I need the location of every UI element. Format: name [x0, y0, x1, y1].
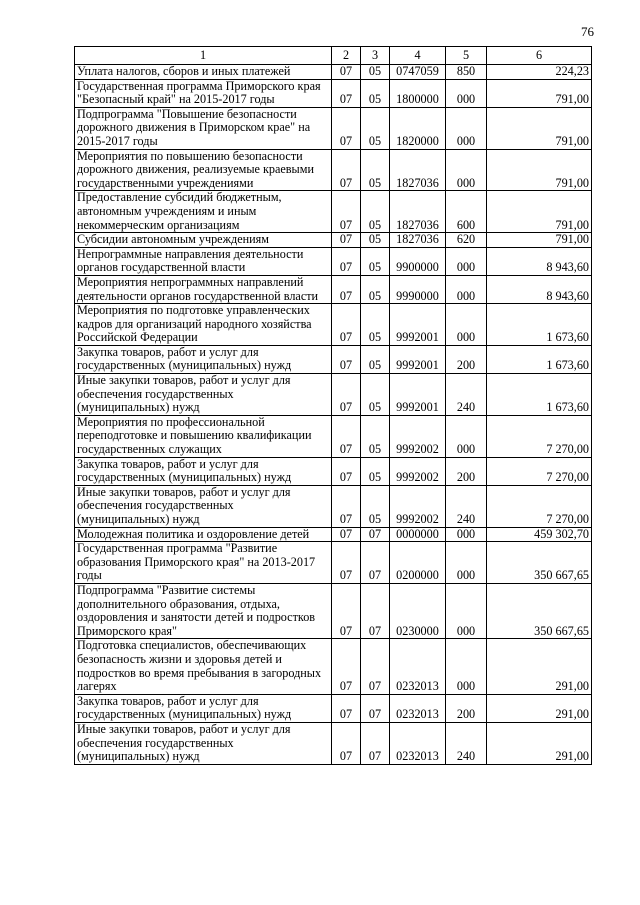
item-name-cell: Иные закупки товаров, работ и услуг для обеспечения государственных (муниципальных) нужд	[75, 485, 332, 527]
target-code-cell: 1827036	[390, 149, 446, 191]
item-name-cell: Мероприятия по повышению безопасности дорожного движения, реализуемые краевыми государственными учреждениями	[75, 149, 332, 191]
table-row	[75, 639, 592, 694]
amount-cell: 7 270,00	[487, 415, 592, 457]
header-cell: 6	[487, 47, 592, 65]
section-code-cell: 07	[361, 639, 390, 694]
expense-type-cell: 000	[446, 79, 487, 107]
section-code-cell: 07	[361, 722, 390, 764]
target-code-cell: 0232013	[390, 722, 446, 764]
item-name-cell: Иные закупки товаров, работ и услуг для обеспечения государственных (муниципальных) нужд	[75, 722, 332, 764]
item-name-cell: Мероприятия непрограммных направлений деятельности органов государственной власти	[75, 275, 332, 303]
section-code-cell: 05	[361, 233, 390, 248]
target-code-cell: 9992001	[390, 304, 446, 346]
target-code-cell: 0232013	[390, 639, 446, 694]
target-code-cell: 9900000	[390, 247, 446, 275]
section-code-cell: 05	[361, 65, 390, 80]
header-cell: 3	[361, 47, 390, 65]
chapter-code-cell: 07	[332, 345, 361, 373]
expense-type-cell: 200	[446, 457, 487, 485]
item-name-cell: Подготовка специалистов, обеспечивающих безопасность жизни и здоровья детей и подростков во время пребывания в загородных лагерях	[75, 639, 332, 694]
chapter-code-cell: 07	[332, 275, 361, 303]
expense-type-cell: 000	[446, 542, 487, 584]
chapter-code-cell: 07	[332, 415, 361, 457]
section-code-cell: 07	[361, 527, 390, 542]
expense-type-cell: 000	[446, 107, 487, 149]
chapter-code-cell: 07	[332, 233, 361, 248]
section-code-cell: 05	[361, 304, 390, 346]
amount-cell: 350 667,65	[487, 583, 592, 638]
amount-cell: 1 673,60	[487, 345, 592, 373]
table-row	[75, 275, 592, 303]
amount-cell: 224,23	[487, 65, 592, 80]
expense-type-cell: 000	[446, 527, 487, 542]
table-row	[75, 107, 592, 149]
item-name-cell: Закупка товаров, работ и услуг для государственных (муниципальных) нужд	[75, 694, 332, 722]
expense-type-cell: 620	[446, 233, 487, 248]
chapter-code-cell: 07	[332, 542, 361, 584]
chapter-code-cell: 07	[332, 191, 361, 233]
chapter-code-cell: 07	[332, 304, 361, 346]
target-code-cell: 9990000	[390, 275, 446, 303]
table-row	[75, 694, 592, 722]
expense-type-cell: 000	[446, 149, 487, 191]
page-number: 76	[581, 24, 594, 39]
expense-type-cell: 000	[446, 583, 487, 638]
section-code-cell: 05	[361, 345, 390, 373]
expense-type-cell: 240	[446, 485, 487, 527]
amount-cell: 791,00	[487, 107, 592, 149]
target-code-cell: 9992002	[390, 485, 446, 527]
header-cell: 4	[390, 47, 446, 65]
target-code-cell: 0200000	[390, 542, 446, 584]
chapter-code-cell: 07	[332, 374, 361, 416]
header-cell: 1	[75, 47, 332, 65]
target-code-cell: 9992001	[390, 345, 446, 373]
table-row	[75, 191, 592, 233]
chapter-code-cell: 07	[332, 722, 361, 764]
expense-type-cell: 000	[446, 304, 487, 346]
table-row	[75, 247, 592, 275]
amount-cell: 8 943,60	[487, 247, 592, 275]
target-code-cell: 0000000	[390, 527, 446, 542]
table-row	[75, 149, 592, 191]
target-code-cell: 1827036	[390, 233, 446, 248]
chapter-code-cell: 07	[332, 694, 361, 722]
section-code-cell: 05	[361, 247, 390, 275]
amount-cell: 350 667,65	[487, 542, 592, 584]
item-name-cell: Мероприятия по профессиональной переподготовке и повышению квалификации государственных служащих	[75, 415, 332, 457]
target-code-cell: 1827036	[390, 191, 446, 233]
item-name-cell: Закупка товаров, работ и услуг для государственных (муниципальных) нужд	[75, 345, 332, 373]
table-row	[75, 233, 592, 248]
section-code-cell: 05	[361, 107, 390, 149]
chapter-code-cell: 07	[332, 107, 361, 149]
table-row	[75, 542, 592, 584]
table-row	[75, 722, 592, 764]
section-code-cell: 07	[361, 542, 390, 584]
chapter-code-cell: 07	[332, 79, 361, 107]
amount-cell: 791,00	[487, 233, 592, 248]
section-code-cell: 07	[361, 583, 390, 638]
table-row	[75, 304, 592, 346]
target-code-cell: 1800000	[390, 79, 446, 107]
amount-cell: 7 270,00	[487, 457, 592, 485]
section-code-cell: 05	[361, 374, 390, 416]
expense-type-cell: 000	[446, 275, 487, 303]
table-row	[75, 79, 592, 107]
expense-type-cell: 000	[446, 247, 487, 275]
chapter-code-cell: 07	[332, 485, 361, 527]
expense-type-cell: 000	[446, 415, 487, 457]
amount-cell: 459 302,70	[487, 527, 592, 542]
amount-cell: 7 270,00	[487, 485, 592, 527]
amount-cell: 791,00	[487, 149, 592, 191]
header-row	[75, 47, 592, 65]
target-code-cell: 9992002	[390, 415, 446, 457]
expense-type-cell: 850	[446, 65, 487, 80]
section-code-cell: 05	[361, 485, 390, 527]
amount-cell: 8 943,60	[487, 275, 592, 303]
item-name-cell: Государственная программа Приморского края "Безопасный край" на 2015-2017 годы	[75, 79, 332, 107]
table-row	[75, 345, 592, 373]
item-name-cell: Закупка товаров, работ и услуг для государственных (муниципальных) нужд	[75, 457, 332, 485]
target-code-cell: 0747059	[390, 65, 446, 80]
header-cell: 2	[332, 47, 361, 65]
target-code-cell: 0230000	[390, 583, 446, 638]
target-code-cell: 9992001	[390, 374, 446, 416]
section-code-cell: 05	[361, 457, 390, 485]
amount-cell: 791,00	[487, 191, 592, 233]
table-row	[75, 485, 592, 527]
chapter-code-cell: 07	[332, 247, 361, 275]
item-name-cell: Государственная программа "Развитие образования Приморского края" на 2013-2017 годы	[75, 542, 332, 584]
header-cell: 5	[446, 47, 487, 65]
chapter-code-cell: 07	[332, 149, 361, 191]
target-code-cell: 1820000	[390, 107, 446, 149]
table-row	[75, 527, 592, 542]
item-name-cell: Подпрограмма "Развитие системы дополнительного образования, отдыха, оздоровления и занятости детей и подростков Приморского края"	[75, 583, 332, 638]
amount-cell: 291,00	[487, 639, 592, 694]
item-name-cell: Уплата налогов, сборов и иных платежей	[75, 65, 332, 80]
section-code-cell: 05	[361, 191, 390, 233]
section-code-cell: 07	[361, 694, 390, 722]
amount-cell: 291,00	[487, 722, 592, 764]
table-row	[75, 374, 592, 416]
table-row	[75, 415, 592, 457]
item-name-cell: Подпрограмма "Повышение безопасности дорожного движения в Приморском крае" на 2015-2017 годы	[75, 107, 332, 149]
chapter-code-cell: 07	[332, 639, 361, 694]
chapter-code-cell: 07	[332, 457, 361, 485]
table-row	[75, 65, 592, 80]
section-code-cell: 05	[361, 79, 390, 107]
expense-type-cell: 000	[446, 639, 487, 694]
table-row	[75, 457, 592, 485]
budget-table	[74, 46, 592, 765]
item-name-cell: Молодежная политика и оздоровление детей	[75, 527, 332, 542]
item-name-cell: Предоставление субсидий бюджетным, автономным учреждениям и иным некоммерческим организациям	[75, 191, 332, 233]
target-code-cell: 9992002	[390, 457, 446, 485]
expense-type-cell: 200	[446, 345, 487, 373]
expense-type-cell: 240	[446, 374, 487, 416]
section-code-cell: 05	[361, 275, 390, 303]
item-name-cell: Мероприятия по подготовке управленческих кадров для организаций народного хозяйства Российской Федерации	[75, 304, 332, 346]
expense-type-cell: 600	[446, 191, 487, 233]
section-code-cell: 05	[361, 415, 390, 457]
chapter-code-cell: 07	[332, 527, 361, 542]
amount-cell: 1 673,60	[487, 304, 592, 346]
table-body	[75, 65, 592, 765]
amount-cell: 291,00	[487, 694, 592, 722]
amount-cell: 1 673,60	[487, 374, 592, 416]
item-name-cell: Непрограммные направления деятельности органов государственной власти	[75, 247, 332, 275]
item-name-cell: Иные закупки товаров, работ и услуг для обеспечения государственных (муниципальных) нужд	[75, 374, 332, 416]
chapter-code-cell: 07	[332, 65, 361, 80]
item-name-cell: Субсидии автономным учреждениям	[75, 233, 332, 248]
expense-type-cell: 240	[446, 722, 487, 764]
chapter-code-cell: 07	[332, 583, 361, 638]
amount-cell: 791,00	[487, 79, 592, 107]
table-row	[75, 583, 592, 638]
section-code-cell: 05	[361, 149, 390, 191]
expense-type-cell: 200	[446, 694, 487, 722]
target-code-cell: 0232013	[390, 694, 446, 722]
